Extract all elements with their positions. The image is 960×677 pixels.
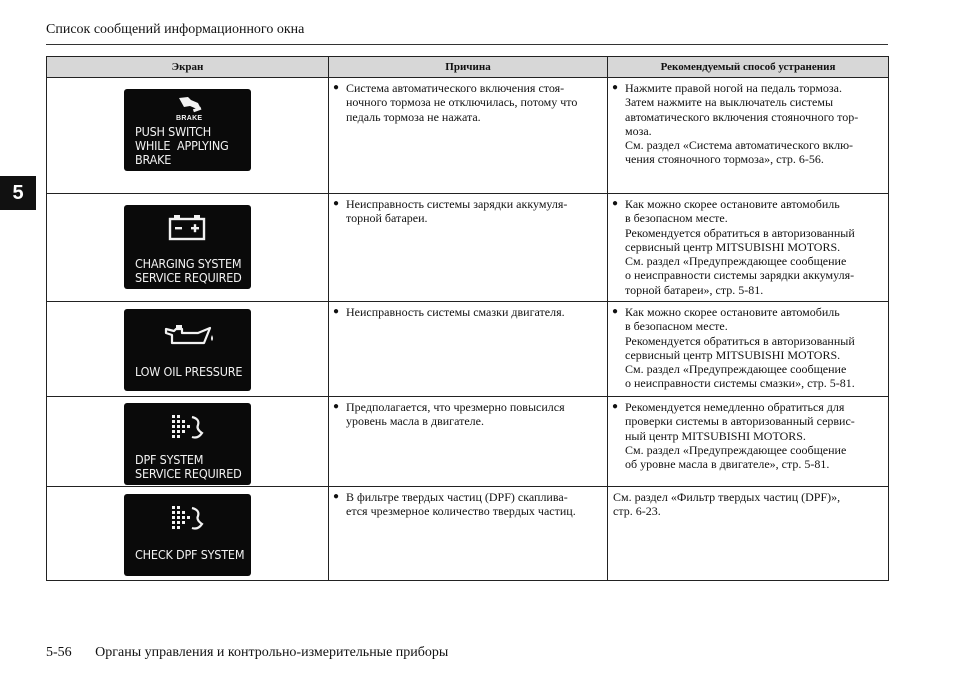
oil-can-icon	[160, 321, 216, 347]
remedy-cell	[608, 194, 889, 302]
screen-message: LOW OIL PRESSURE	[135, 364, 243, 379]
table-row	[47, 302, 889, 397]
cause-cell	[329, 78, 608, 194]
cause-text: ● Система автоматического включения стоя- ночного тормоза не отключилась, потому что педаль тормоза не нажата.	[329, 78, 607, 124]
screen-message: CHECK DPF SYSTEM	[135, 547, 245, 562]
remedy-text: ● Рекомендуется немедленно обратиться для проверки системы в авторизованный сервис- ный центр MITSUBISHI MOTORS. См. раздел «Предупреждающее сообщение об уровне масла в двигателе», стр. 5-81.	[608, 397, 888, 471]
chapter-tab: 5	[0, 176, 36, 210]
screen-message: DPF SYSTEM SERVICE REQUIRED	[135, 452, 242, 481]
cause-text: ● Неисправность системы зарядки аккумуля- торной батареи.	[329, 194, 607, 226]
page-footer	[46, 645, 448, 661]
remedy-cell	[608, 397, 889, 487]
remedy-cell	[608, 302, 889, 397]
screen-message: PUSH SWITCH WHILE APPLYING BRAKE	[135, 124, 229, 167]
page-number: 5-56	[46, 645, 72, 660]
screen-cell	[47, 194, 329, 302]
message-table	[46, 56, 889, 581]
table-row	[47, 487, 889, 581]
cause-cell	[329, 302, 608, 397]
cause-cell	[329, 397, 608, 487]
display-screen	[124, 89, 251, 171]
page-header: Список сообщений информационного окна	[46, 22, 305, 37]
table-row	[47, 397, 889, 487]
column-header-screen: Экран	[47, 57, 329, 78]
dpf-icon	[168, 411, 208, 443]
header-rule	[46, 44, 888, 45]
column-header-remedy: Рекомендуемый способ устранения	[608, 57, 889, 78]
table-row	[47, 194, 889, 302]
screen-cell	[47, 487, 329, 581]
cause-cell	[329, 487, 608, 581]
screen-message: CHARGING SYSTEM SERVICE REQUIRED	[135, 256, 242, 285]
cause-cell	[329, 194, 608, 302]
cause-text: ● В фильтре твердых частиц (DPF) скаплива- ется чрезмерное количество твердых частиц.	[329, 487, 607, 519]
column-header-cause: Причина	[329, 57, 608, 78]
display-screen	[124, 309, 251, 391]
display-screen	[124, 494, 251, 576]
remedy-text: ● Как можно скорее остановите автомобиль в безопасном месте. Рекомендуется обратиться в авторизованный сервисный центр MITSUBISHI MOTORS. См. раздел «Предупреждающее сообщение о неисправности системы смазки», стр. 5-81.	[608, 302, 888, 391]
screen-cell	[47, 78, 329, 194]
remedy-text: См. раздел «Фильтр твердых частиц (DPF)», стр. 6-23.	[613, 490, 841, 519]
remedy-cell	[608, 78, 889, 194]
dpf-icon	[168, 502, 208, 534]
remedy-cell	[608, 487, 889, 581]
screen-cell	[47, 397, 329, 487]
table-header-row	[47, 57, 889, 78]
cause-text: ● Неисправность системы смазки двигателя.	[329, 302, 607, 319]
battery-icon	[166, 213, 208, 241]
footer-section-title: Органы управления и контрольно-измерительные приборы	[95, 645, 449, 660]
table-row	[47, 78, 889, 194]
display-screen	[124, 403, 251, 485]
remedy-text: ● Как можно скорее остановите автомобиль в безопасном месте. Рекомендуется обратиться в авторизованный сервисный центр MITSUBISHI MOTORS. См. раздел «Предупреждающее сообщение о неисправности системы зарядки аккумуля- торной батареи», стр. 5-81.	[608, 194, 888, 297]
foot-on-pedal-icon	[176, 95, 204, 115]
cause-text: ● Предполагается, что чрезмерно повысился уровень масла в двигателе.	[329, 397, 607, 429]
display-screen	[124, 205, 251, 289]
remedy-text: ● Нажмите правой ногой на педаль тормоза. Затем нажмите на выключатель системы автоматического включения стояночного тор- моза. См. раздел «Система автоматического вклю- чения стояночного тормоза», стр. 6-56.	[608, 78, 888, 167]
screen-cell	[47, 302, 329, 397]
icon-label: BRAKE	[176, 115, 203, 122]
